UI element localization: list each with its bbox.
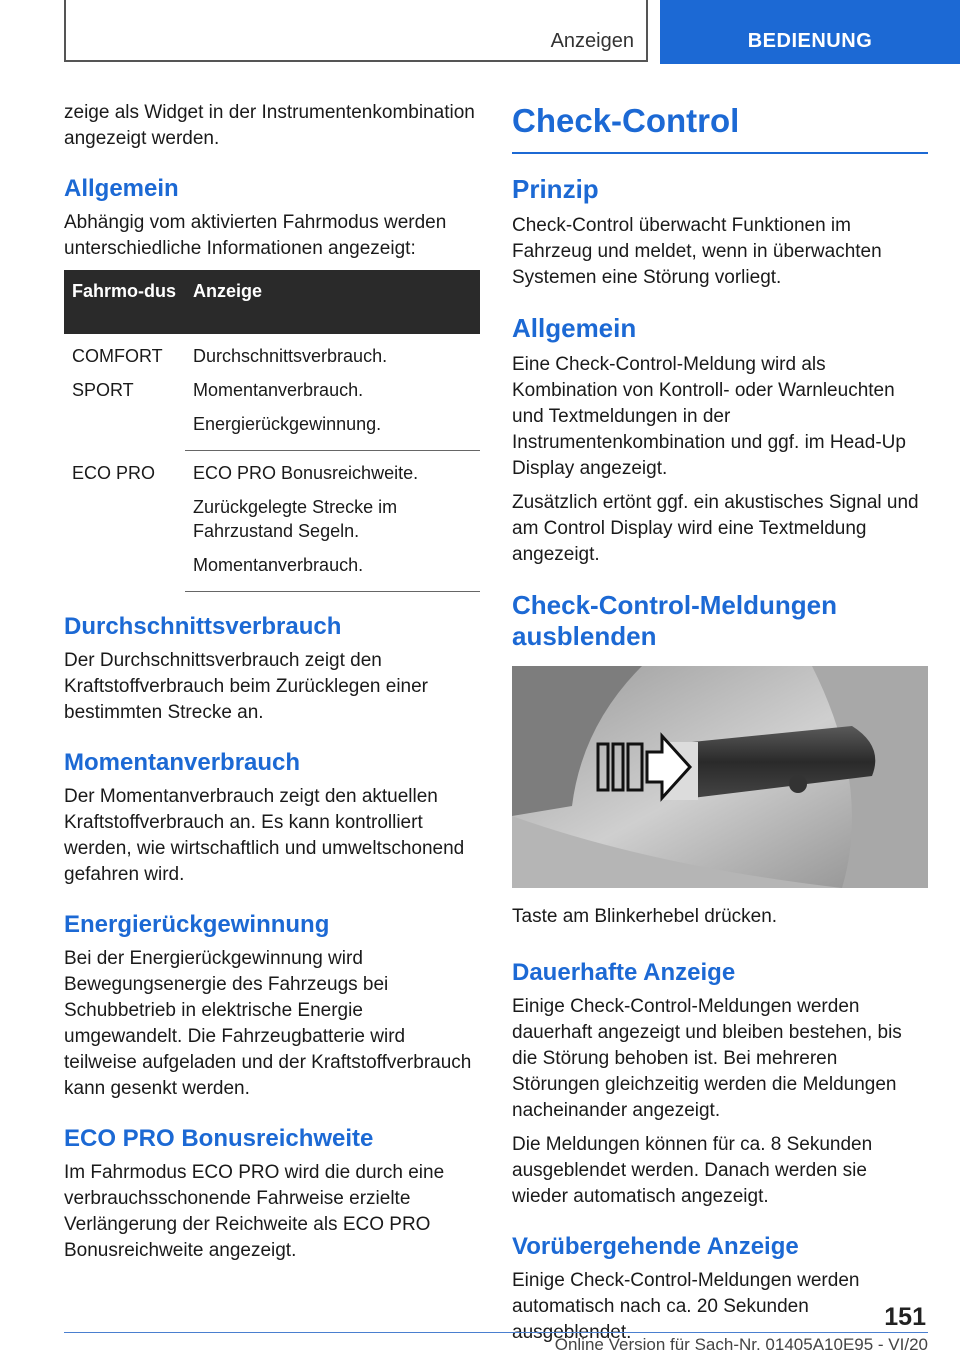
footer-divider	[64, 1332, 928, 1333]
display-item: Momentanverbrauch.	[193, 555, 364, 575]
drive-mode-table	[64, 270, 480, 592]
display-item: ECO PRO Bonusreichweite.	[193, 463, 419, 483]
table-row	[64, 451, 480, 592]
dauer-paragraph-1: Einige Check-Control-Meldungen werden dauerhaft angezeigt und bleiben bestehen, bis die Störung behoben ist. Bei mehreren Störungen gleichzeitig werden die Meldungen nacheinander angezeigt.	[512, 996, 902, 1121]
energie-paragraph: Bei der Energierückgewinnung wird Bewegungsenergie des Fahrzeugs bei Schubbetrieb in elektrische Energie umgewandelt. Die Fahrzeugbatterie wird teilweise aufgeladen und der Kraftstoffverbrauch kann gesenkt werden.	[64, 948, 472, 1099]
page-number: 151	[884, 1303, 926, 1331]
voruebergehend-paragraph: Einige Check-Control-Meldungen werden automatisch nach ca. 20 Sekunden ausgeblendet.	[512, 1270, 860, 1343]
allgemein-paragraph-1: Eine Check-Control-Meldung wird als Kombination von Kontroll- oder Warnleuchten und Textmeldungen in der Instrumentenkombination und ggf. im Head-Up Display angezeigt.	[512, 354, 906, 479]
table-cell-display	[185, 451, 480, 592]
table-header-mode: Fahrmo-dus	[64, 270, 185, 334]
allgemein-paragraph-2: Zusätzlich ertönt ggf. ein akustisches Signal und am Control Display wird eine Textmeldung angezeigt.	[512, 492, 919, 565]
durchschnitt-heading: Durchschnittsverbrauch	[64, 613, 342, 640]
voruebergehend-heading: Vorübergehende Anzeige	[512, 1233, 799, 1260]
energie-heading: Energierückgewinnung	[64, 911, 330, 938]
table-row	[64, 334, 480, 451]
table-header-row	[64, 270, 480, 334]
mode-label: SPORT	[72, 380, 134, 400]
momentan-paragraph: Der Momentanverbrauch zeigt den aktuellen Kraftstoffverbrauch an. Es kann kontrolliert werden, wie wirtschaftlich und umweltschonend gefahren wird.	[64, 786, 465, 885]
turn-signal-lever-figure	[512, 666, 928, 888]
intro-paragraph: zeige als Widget in der Instrumentenkombination angezeigt werden.	[64, 102, 475, 149]
eco-paragraph: Im Fahrmodus ECO PRO wird die durch eine verbrauchsschonende Fahrweise erzielte Verlängerung der Reichweite als ECO PRO Bonusreichweite angezeigt.	[64, 1162, 445, 1261]
table-cell-modes	[64, 451, 185, 592]
section-tab[interactable]	[660, 0, 960, 64]
mode-label: COMFORT	[72, 346, 163, 366]
display-item: Energierückgewinnung.	[193, 414, 382, 434]
chapter-title: Anzeigen	[550, 30, 634, 52]
momentan-heading: Momentanverbrauch	[64, 749, 301, 776]
dauer-heading: Dauerhafte Anzeige	[512, 959, 736, 986]
display-item: Durchschnittsverbrauch.	[193, 346, 388, 366]
header-frame	[64, 0, 648, 62]
durchschnitt-paragraph: Der Durchschnittsverbrauch zeigt den Kraftstoffverbrauch beim Zurücklegen einer bestimmten Strecke an.	[64, 650, 428, 723]
mode-label: ECO PRO	[72, 462, 156, 483]
check-control-title: Check-Control	[512, 100, 928, 154]
prinzip-heading: Prinzip	[512, 174, 599, 204]
allgemein-heading-right: Allgemein	[512, 313, 637, 343]
display-item: Momentanverbrauch.	[193, 380, 364, 400]
prinzip-paragraph: Check-Control überwacht Funktionen im Fahrzeug und meldet, wenn in überwachten Systemen eine Störung vorliegt.	[512, 215, 882, 288]
image-caption: Taste am Blinkerhebel drücken.	[512, 906, 778, 927]
section-label: BEDIENUNG	[747, 30, 873, 52]
eco-heading: ECO PRO Bonusreichweite	[64, 1125, 374, 1152]
left-column	[64, 100, 480, 1272]
dauer-paragraph-2: Die Meldungen können für ca. 8 Sekunden ausgeblendet werden. Danach werden sie wieder automatisch angezeigt.	[512, 1134, 873, 1207]
ausblenden-heading: Check-Control-Meldungen ausblenden	[512, 590, 837, 651]
table-header-display: Anzeige	[185, 270, 480, 334]
allgemein-paragraph-left: Abhängig vom aktivierten Fahrmodus werden unterschiedliche Informationen angezeigt:	[64, 212, 447, 259]
table-cell-modes	[64, 334, 185, 451]
table-cell-display	[185, 334, 480, 451]
allgemein-heading-left: Allgemein	[64, 175, 179, 202]
display-item: Zurückgelegte Strecke im Fahrzustand Segeln.	[193, 497, 398, 541]
right-column	[512, 100, 928, 1354]
online-version-note: Online Version für Sach-Nr. 01405A10E95 - VI/20	[554, 1335, 928, 1354]
